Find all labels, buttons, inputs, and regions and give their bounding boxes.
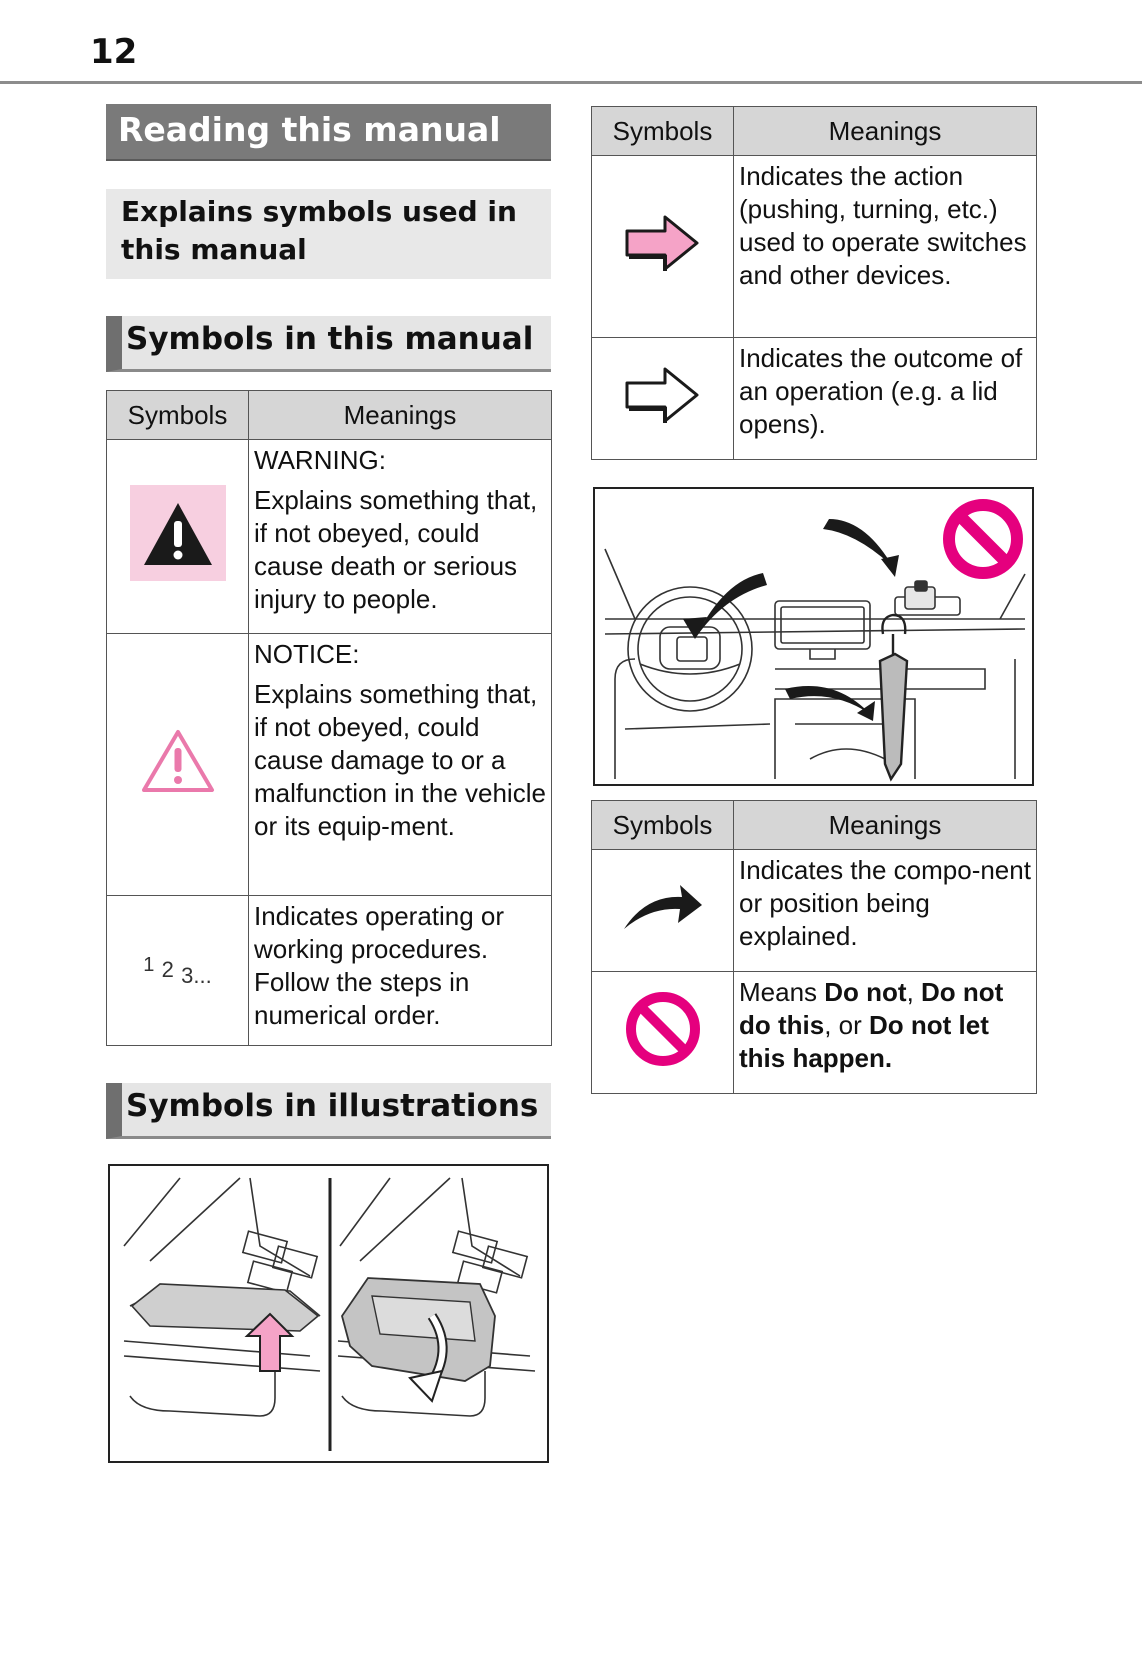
table-row [107,440,552,634]
console-lid-drawing [110,1166,547,1461]
meaning-cell [734,156,1037,338]
table-row [592,156,1037,338]
meaning-cell [249,634,552,896]
prohibition-prefix: Means [739,977,825,1007]
prohibition-bold-3: Do not let this happen. [739,1010,989,1073]
sequence-digit-3: 3 [181,963,194,988]
prohibition-bold-2: Do not do this [739,977,1004,1040]
heading-symbols-in-manual: Symbols in this manual [106,316,551,372]
pointer-arrow-icon [620,879,706,935]
col-header-symbols: Symbols [592,107,734,156]
symbol-cell [107,896,249,1046]
table-header-row [592,107,1037,156]
dashboard-illustration [593,487,1034,786]
sequence-ellipsis: ... [193,963,212,988]
action-text: Indicates the action (pushing, turning, etc.) used to operate switches and other devices. [739,161,1027,290]
meaning-cell [249,440,552,634]
prohibition-bold-1: Do not [824,977,907,1007]
col-header-symbols: Symbols [592,801,734,850]
illustration-symbols-table-2 [591,800,1037,1094]
meaning-cell [249,896,552,1046]
dashboard-drawing [595,489,1032,784]
symbol-cell [107,634,249,896]
notice-label: NOTICE: [254,639,360,669]
manual-symbols-table [106,390,552,1046]
col-header-symbols: Symbols [107,391,249,440]
subsection-title: Explains symbols used in this manual [106,189,551,279]
prohibition-sep-2: , or [824,1010,870,1040]
section-banner: Reading this manual [106,104,551,161]
warning-triangle-icon [130,485,226,581]
symbol-cell [107,440,249,634]
symbol-cell [592,972,734,1094]
meaning-cell [734,850,1037,972]
meaning-cell [734,338,1037,460]
header-rule [0,81,1142,84]
symbol-cell [592,338,734,460]
sequence-digit-1: 1 [143,954,155,976]
outcome-text: Indicates the outcome of an operation (e.g. a lid opens). [739,343,1023,439]
table-row [592,338,1037,460]
warning-text: Explains something that, if not obeyed, could cause death or serious injury to people. [254,485,538,614]
heading-symbols-in-illustrations: Symbols in illustrations [106,1083,551,1139]
outcome-arrow-icon [623,363,703,427]
sequence-digit-2: 2 [161,957,174,982]
procedure-text: Indicates operating or working procedures. Follow the steps in numerical order. [254,901,505,1030]
console-lid-illustration [108,1164,549,1463]
page-number: 12 [90,32,138,72]
col-header-meanings: Meanings [734,107,1037,156]
table-header-row [592,801,1037,850]
meaning-cell [734,972,1037,1094]
symbol-cell [592,850,734,972]
notice-text: Explains something that, if not obeyed, could cause damage to or a malfunction in the vehicle or its equip-ment. [254,679,546,841]
col-header-meanings: Meanings [734,801,1037,850]
action-arrow-icon [623,211,703,275]
col-header-meanings: Meanings [249,391,552,440]
prohibition-text [739,976,1032,1075]
table-row [592,850,1037,972]
illustration-symbols-table-1 [591,106,1037,460]
prohibition-icon [623,989,703,1069]
warning-label: WARNING: [254,445,386,475]
symbol-cell [592,156,734,338]
notice-triangle-icon [140,728,216,794]
table-header-row [107,391,552,440]
table-row [592,972,1037,1094]
prohibition-sep-1: , [906,977,922,1007]
pointer-text: Indicates the compo-nent or position being explained. [739,855,1031,951]
sequence-numbers-icon [143,954,212,988]
table-row [107,634,552,896]
table-row [107,896,552,1046]
